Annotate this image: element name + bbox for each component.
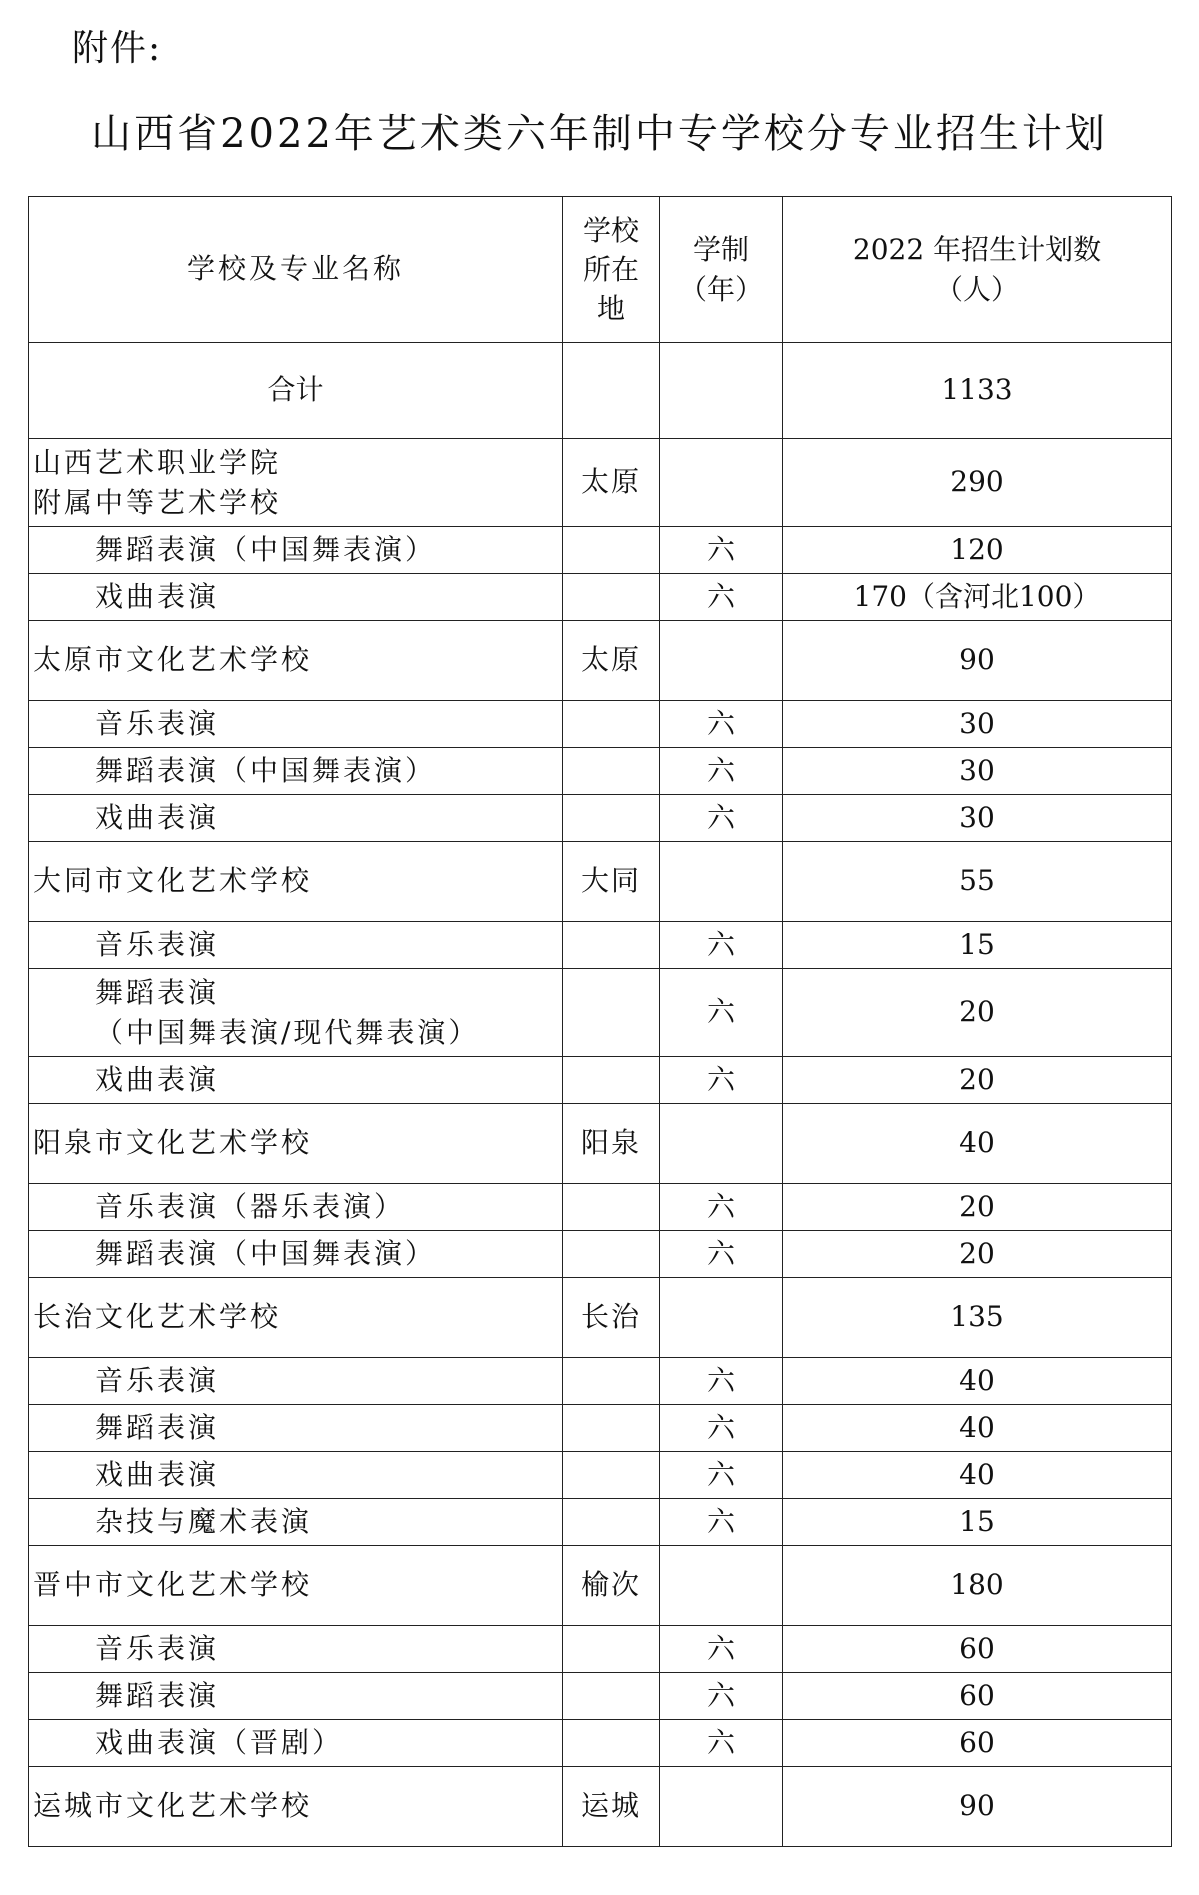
enrollment-count: 40 [783, 1104, 1172, 1184]
major-row [29, 1057, 1172, 1104]
study-years: 六 [660, 1452, 783, 1499]
header-plan-line: 2022 年招生计划数 [852, 233, 1102, 267]
major-row [29, 1626, 1172, 1673]
major-row [29, 574, 1172, 621]
school-location: 长治 [563, 1278, 660, 1358]
major-row [29, 1499, 1172, 1546]
header-name: 学校及专业名称 [29, 197, 563, 343]
major-row [29, 701, 1172, 748]
school-location: 阳泉 [563, 1104, 660, 1184]
school-location: 太原 [563, 439, 660, 527]
enrollment-count: 40 [783, 1452, 1172, 1499]
major-row [29, 1405, 1172, 1452]
school-location [563, 1358, 660, 1405]
school-location: 运城 [563, 1767, 660, 1847]
major-name: 音乐表演 [29, 1358, 563, 1405]
study-years: 六 [660, 1358, 783, 1405]
school-location [563, 527, 660, 574]
enrollment-count: 20 [783, 1057, 1172, 1104]
school-row [29, 439, 1172, 527]
enrollment-count: 20 [783, 1231, 1172, 1278]
major-name: 舞蹈表演 [29, 1673, 563, 1720]
study-years: 六 [660, 1057, 783, 1104]
school-row [29, 1104, 1172, 1184]
school-location [563, 701, 660, 748]
school-name [29, 439, 563, 527]
school-location [563, 922, 660, 969]
major-row [29, 527, 1172, 574]
major-name [29, 969, 563, 1057]
enrollment-count: 20 [783, 969, 1172, 1057]
enrollment-count: 60 [783, 1720, 1172, 1767]
major-name: 音乐表演 [29, 701, 563, 748]
study-years: 六 [660, 1626, 783, 1673]
major-name: 音乐表演 [29, 1626, 563, 1673]
enrollment-count: 90 [783, 621, 1172, 701]
document-title: 山西省2022年艺术类六年制中专学校分专业招生计划 [91, 111, 1108, 157]
school-location [563, 1720, 660, 1767]
major-name: 杂技与魔术表演 [29, 1499, 563, 1546]
school-location [563, 1231, 660, 1278]
major-name: 舞蹈表演（中国舞表演） [29, 527, 563, 574]
enrollment-count: 15 [783, 922, 1172, 969]
header-location-line: 地 [596, 292, 625, 326]
enrollment-count: 135 [783, 1278, 1172, 1358]
major-name: 舞蹈表演 [29, 1405, 563, 1452]
study-years [660, 1278, 783, 1358]
header-plan [783, 197, 1172, 343]
school-row [29, 1767, 1172, 1847]
enrollment-count: 290 [783, 439, 1172, 527]
enrollment-count: 90 [783, 1767, 1172, 1847]
total-system [660, 343, 783, 439]
school-row [29, 1278, 1172, 1358]
school-row [29, 1546, 1172, 1626]
header-plan-line: （人） [934, 272, 1019, 306]
study-years [660, 842, 783, 922]
total-location [563, 343, 660, 439]
school-location [563, 1673, 660, 1720]
school-name: 晋中市文化艺术学校 [29, 1546, 563, 1626]
major-row [29, 1184, 1172, 1231]
major-name: 戏曲表演 [29, 795, 563, 842]
school-location [563, 1184, 660, 1231]
study-years: 六 [660, 1184, 783, 1231]
study-years: 六 [660, 748, 783, 795]
major-name: 音乐表演 [29, 922, 563, 969]
enrollment-count: 60 [783, 1673, 1172, 1720]
school-location [563, 574, 660, 621]
name-line: 山西艺术职业学院 [33, 446, 282, 480]
enrollment-count: 120 [783, 527, 1172, 574]
enrollment-count: 170（含河北100） [783, 574, 1172, 621]
school-name: 运城市文化艺术学校 [29, 1767, 563, 1847]
school-location [563, 1057, 660, 1104]
school-location: 大同 [563, 842, 660, 922]
study-years: 六 [660, 969, 783, 1057]
school-name: 阳泉市文化艺术学校 [29, 1104, 563, 1184]
school-name: 大同市文化艺术学校 [29, 842, 563, 922]
study-years: 六 [660, 795, 783, 842]
major-name: 戏曲表演 [29, 574, 563, 621]
school-location [563, 1405, 660, 1452]
total-row [29, 343, 1172, 439]
enrollment-count: 60 [783, 1626, 1172, 1673]
school-location [563, 795, 660, 842]
header-location [563, 197, 660, 343]
enrollment-count: 15 [783, 1499, 1172, 1546]
enrollment-count: 40 [783, 1358, 1172, 1405]
total-label: 合计 [29, 343, 563, 439]
school-row [29, 621, 1172, 701]
study-years: 六 [660, 1499, 783, 1546]
enrollment-count: 180 [783, 1546, 1172, 1626]
total-plan: 1133 [783, 343, 1172, 439]
study-years: 六 [660, 922, 783, 969]
table-header-row [29, 197, 1172, 343]
study-years: 六 [660, 1231, 783, 1278]
major-row [29, 748, 1172, 795]
major-name: 舞蹈表演（中国舞表演） [29, 1231, 563, 1278]
school-row [29, 842, 1172, 922]
school-location [563, 1452, 660, 1499]
study-years [660, 1767, 783, 1847]
enrollment-count: 20 [783, 1184, 1172, 1231]
name-line: （中国舞表演/现代舞表演） [95, 1015, 480, 1049]
major-name: 舞蹈表演（中国舞表演） [29, 748, 563, 795]
major-row [29, 1231, 1172, 1278]
major-name: 戏曲表演 [29, 1057, 563, 1104]
enrollment-count: 30 [783, 748, 1172, 795]
enrollment-count: 30 [783, 701, 1172, 748]
major-name: 戏曲表演（晋剧） [29, 1720, 563, 1767]
major-row [29, 795, 1172, 842]
attachment-label: 附件: [72, 28, 163, 69]
study-years: 六 [660, 1720, 783, 1767]
enrollment-count: 40 [783, 1405, 1172, 1452]
enrollment-count: 30 [783, 795, 1172, 842]
name-line: 舞蹈表演 [95, 976, 220, 1010]
major-row [29, 1358, 1172, 1405]
school-location [563, 1499, 660, 1546]
study-years [660, 621, 783, 701]
header-system [660, 197, 783, 343]
school-location [563, 1626, 660, 1673]
study-years [660, 1546, 783, 1626]
school-location [563, 969, 660, 1057]
major-row [29, 969, 1172, 1057]
major-row [29, 922, 1172, 969]
major-row [29, 1720, 1172, 1767]
school-location: 榆次 [563, 1546, 660, 1626]
name-line: 附属中等艺术学校 [33, 485, 282, 519]
study-years: 六 [660, 527, 783, 574]
study-years [660, 439, 783, 527]
enrollment-count: 55 [783, 842, 1172, 922]
header-system-line: 学制 [692, 233, 749, 267]
major-row [29, 1673, 1172, 1720]
study-years [660, 1104, 783, 1184]
school-location: 太原 [563, 621, 660, 701]
major-name: 音乐表演（器乐表演） [29, 1184, 563, 1231]
study-years: 六 [660, 1673, 783, 1720]
school-name: 太原市文化艺术学校 [29, 621, 563, 701]
school-location [563, 748, 660, 795]
major-row [29, 1452, 1172, 1499]
header-system-line: （年） [678, 272, 763, 306]
study-years: 六 [660, 1405, 783, 1452]
study-years: 六 [660, 574, 783, 621]
header-location-line: 学校 [582, 213, 639, 247]
major-name: 戏曲表演 [29, 1452, 563, 1499]
study-years: 六 [660, 701, 783, 748]
school-name: 长治文化艺术学校 [29, 1278, 563, 1358]
header-location-line: 所在 [582, 252, 639, 286]
enrollment-plan-table [28, 196, 1172, 1847]
